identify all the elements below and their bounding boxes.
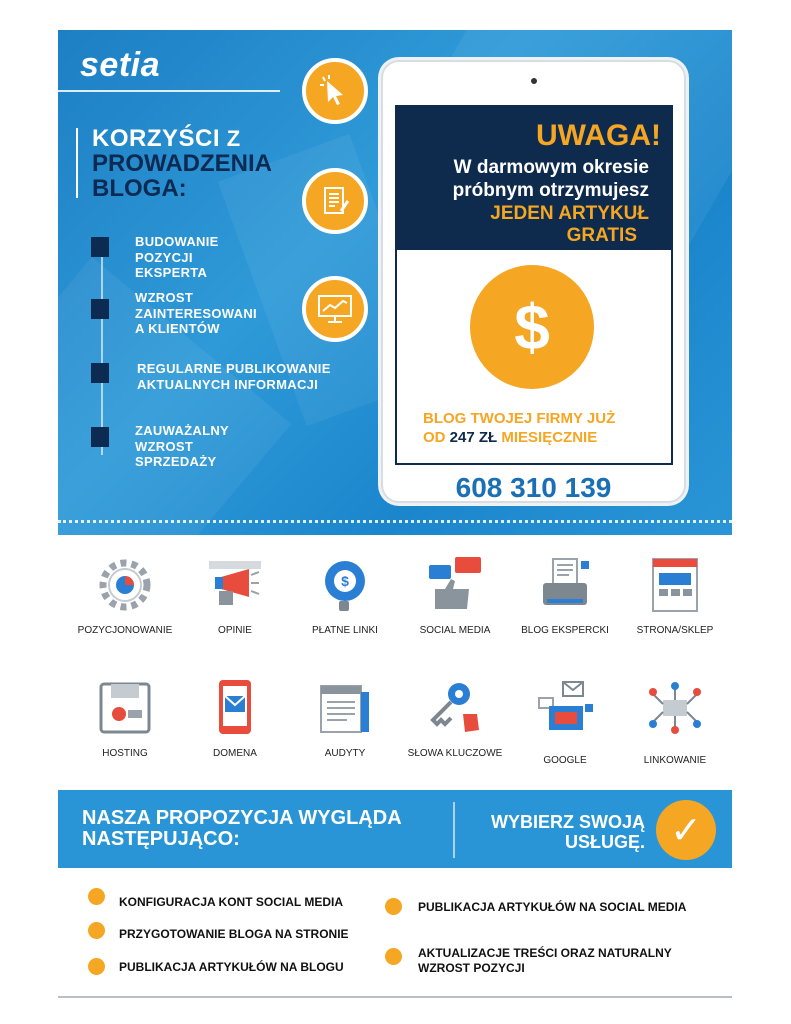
- banner-divider: [453, 802, 455, 858]
- list-bullet: [88, 958, 105, 975]
- choose-service-cta[interactable]: WYBIERZ SWOJĄ USŁUGĘ.: [490, 812, 645, 852]
- svg-text:$: $: [341, 573, 349, 589]
- service-linkowanie[interactable]: LINKOWANIE: [620, 678, 730, 768]
- list-item: KONFIGURACJA KONT SOCIAL MEDIA: [119, 895, 344, 909]
- hero-section: [58, 30, 732, 535]
- service-hosting[interactable]: HOSTING: [70, 678, 180, 761]
- service-strona-sklep[interactable]: STRONA/SKLEP: [620, 555, 730, 638]
- tablet-promo: [381, 60, 686, 503]
- ad-screen-icon: [535, 678, 595, 738]
- benefit-bullet: [91, 427, 109, 447]
- mobile-mail-icon: [205, 678, 265, 738]
- service-slowa-kluczowe[interactable]: SŁOWA KLUCZOWE: [400, 678, 510, 761]
- promo-headline: UWAGA!: [536, 119, 661, 152]
- page-title: KORZYŚCI Z PROWADZENIA BLOGA:: [92, 125, 272, 202]
- promo-highlight: GRATIS: [566, 225, 637, 246]
- service-blog-ekspercki[interactable]: BLOG EKSPERCKI: [510, 555, 620, 638]
- service-audyty[interactable]: AUDYTY: [290, 678, 400, 761]
- dollar-icon: $: [470, 265, 594, 389]
- proposal-banner: [58, 790, 732, 868]
- thumbs-up-icon: [425, 555, 485, 615]
- report-icon: [315, 678, 375, 738]
- service-pozycjonowanie[interactable]: POZYCJONOWANIE: [70, 555, 180, 638]
- tablet-camera: [531, 78, 537, 84]
- promo-highlight: JEDEN ARTYKUŁ: [490, 203, 649, 224]
- promo-header: [397, 107, 671, 250]
- coin-click-icon: [315, 555, 375, 615]
- price-value: 247 ZŁ: [449, 429, 498, 446]
- service-opinie[interactable]: OPINIE: [180, 555, 290, 638]
- service-platne-linki[interactable]: $ PŁATNE LINKI: [290, 555, 400, 638]
- monitor-chart-icon: [302, 276, 368, 342]
- service-social-media[interactable]: SOCIAL MEDIA: [400, 555, 510, 638]
- benefit-bullet: [91, 237, 109, 257]
- benefit-bullet: [91, 363, 109, 383]
- promo-line: W darmowym okresie: [453, 157, 649, 178]
- benefit-bullet: [91, 299, 109, 319]
- logo: setia: [80, 46, 160, 84]
- proposal-heading: NASZA PROPOZYCJA WYGLĄDA NASTĘPUJĄCO:: [82, 807, 402, 850]
- price-line: BLOG TWOJEJ FIRMY JUŻ: [423, 410, 616, 427]
- list-item: PRZYGOTOWANIE BLOGA NA STRONIE: [119, 927, 349, 941]
- floppy-disk-icon: [95, 678, 155, 738]
- title-accent: [76, 128, 78, 198]
- megaphone-icon: [205, 555, 265, 615]
- check-icon: ✓: [656, 800, 716, 860]
- price-line: OD 247 ZŁ MIESIĘCZNIE: [423, 429, 598, 446]
- flyer: [58, 30, 732, 1024]
- benefit-item: ZAUWAŻALNY WZROST SPRZEDAŻY: [135, 423, 229, 469]
- list-bullet: [385, 898, 402, 915]
- list-item: PUBLIKACJA ARTYKUŁÓW NA SOCIAL MEDIA: [418, 900, 687, 914]
- benefit-timeline: [101, 240, 103, 455]
- gear-icon: [95, 555, 155, 615]
- bottom-divider: [58, 996, 732, 998]
- benefit-item: WZROST ZAINTERESOWANI A KLIENTÓW: [135, 290, 257, 336]
- service-google[interactable]: GOOGLE: [510, 678, 620, 768]
- key-tag-icon: [425, 678, 485, 738]
- dotted-divider: [58, 520, 732, 523]
- benefit-item: REGULARNE PUBLIKOWANIE AKTUALNYCH INFORMACJI: [137, 361, 331, 392]
- tablet-screen: [395, 105, 673, 465]
- list-item: AKTUALIZACJE TREŚCI ORAZ NATURALNY WZROST POZYCJI: [418, 946, 672, 975]
- typewriter-icon: [535, 555, 595, 615]
- browser-window-icon: [645, 555, 705, 615]
- cursor-click-icon: [302, 58, 368, 124]
- logo-divider: [58, 90, 280, 92]
- phone-number[interactable]: 608 310 139: [455, 472, 612, 503]
- network-icon: [645, 678, 705, 738]
- list-bullet: [88, 888, 105, 905]
- list-bullet: [385, 948, 402, 965]
- list-bullet: [88, 922, 105, 939]
- service-domena[interactable]: DOMENA: [180, 678, 290, 761]
- list-item: PUBLIKACJA ARTYKUŁÓW NA BLOGU: [119, 960, 344, 974]
- promo-line: próbnym otrzymujesz: [452, 180, 649, 201]
- benefit-item: BUDOWANIE POZYCJI EKSPERTA: [135, 234, 219, 280]
- document-pen-icon: [302, 168, 368, 234]
